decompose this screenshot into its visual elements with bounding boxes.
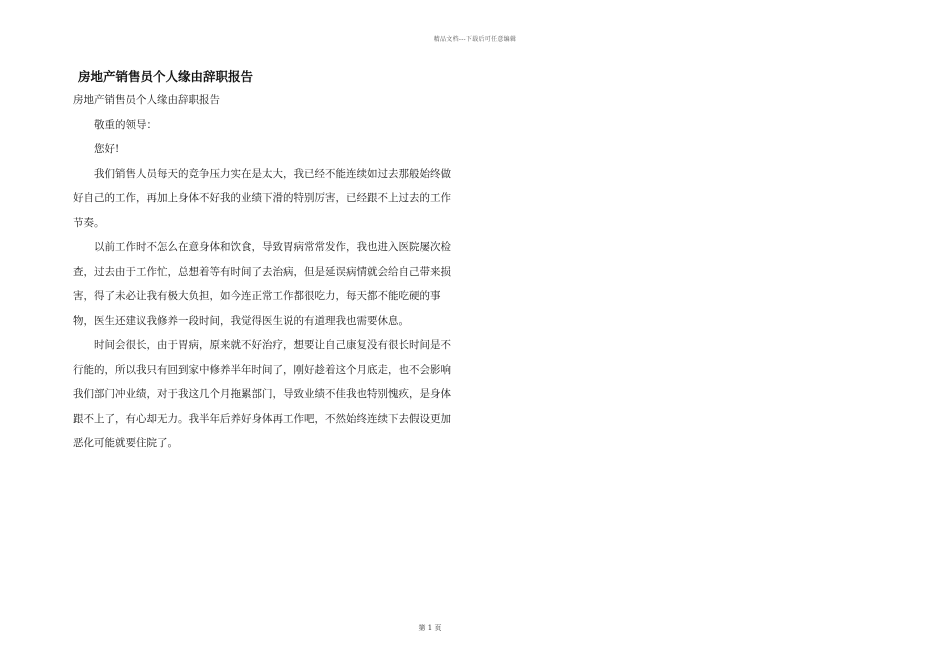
- body-paragraph: 以前工作时不怎么在意身体和饮食，导致胃病常常发作，我也进入医院屡次检查，过去由于工作忙，总想着等有时间了去治病，但是延误病情就会给自己带来损害，得了未必让我有极大负担，如今连正常工作都很吃力，每天都不能吃硬的事物，医生还建议我修养一段时间，我觉得医生说的有道理我也需要休息。: [73, 241, 451, 327]
- body-paragraph: 我们销售人员每天的竞争压力实在是太大，我已经不能连续如过去那般始终做好自己的工作，再加上身体不好我的业绩下滑的特别厉害，已经跟不上过去的工作节奏。: [73, 167, 451, 229]
- body-paragraph: 时间会很长，由于胃病，原来就不好治疗，想要让自己康复没有很长时间是不行能的，所以我只有回到家中修养半年时间了，刚好趁着这个月底走，也不会影响我们部门冲业绩，对于我这几个月拖累部门，导致业绩不佳我也特别愧疚，是身体跟不上了，有心却无力。我半年后养好身体再工作吧，不然始终连续下去假设更加恶化可能就要住院了。: [73, 339, 451, 449]
- page-number: 第 1 页: [418, 624, 442, 632]
- document-title: 房地产销售员个人缘由辞职报告: [78, 69, 254, 84]
- salutation: 敬重的领导：: [94, 118, 157, 131]
- document-subtitle: 房地产销售员个人缘由辞职报告: [73, 94, 220, 106]
- greeting: 您好!: [94, 143, 120, 155]
- page-header: 精品文档---下载后可任意编辑: [433, 36, 517, 43]
- document-body: [73, 88, 458, 456]
